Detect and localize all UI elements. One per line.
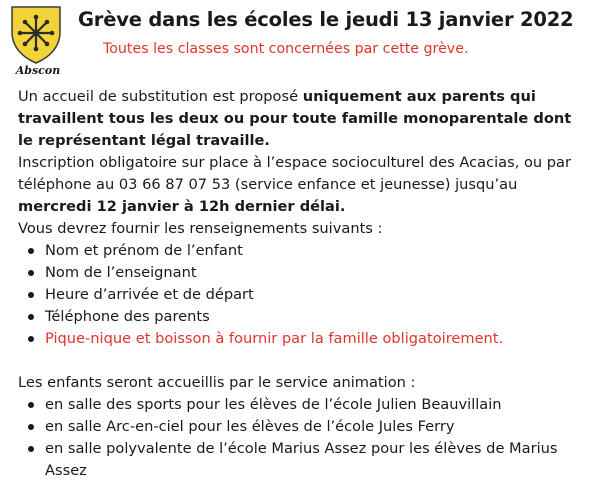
animation-intro: Les enfants seront accueillis par le service animation : [18, 374, 416, 391]
town-crest-logo [8, 4, 64, 80]
page-subtitle: Toutes les classes sont concernées par cette grève. [103, 41, 469, 57]
list-item: Nom de l’enseignant [18, 262, 588, 284]
list-item: Téléphone des parents [18, 306, 588, 328]
spacer [18, 350, 588, 372]
list-item: Heure d’arrivée et de départ [18, 284, 588, 306]
notice-body [18, 86, 588, 482]
list-item: en salle polyvalente de l’école Marius Assez pour les élèves de Marius Assez [18, 438, 588, 482]
page-title: Grève dans les écoles le jeudi 13 janvier 2022 [78, 8, 574, 31]
crest-label: Abscon [15, 64, 61, 77]
deadline-text: mercredi 12 janvier à 12h dernier délai. [18, 198, 346, 215]
list-item-picnic-warning: Pique-nique et boisson à fournir par la famille obligatoirement. [18, 328, 588, 350]
intro-text: Un accueil de substitution est proposé [18, 88, 303, 105]
list-item: en salle des sports pour les élèves de l’école Julien Beauvillain [18, 394, 588, 416]
header [0, 0, 596, 82]
crest-shield-icon [8, 4, 64, 66]
list-item: en salle Arc-en-ciel pour les élèves de l’école Jules Ferry [18, 416, 588, 438]
info-intro: Vous devrez fournir les renseignements suivants : [18, 220, 383, 237]
animation-list [18, 394, 588, 482]
inscription-text: Inscription obligatoire sur place à l’espace socioculturel des Acacias, ou par téléphone au 03 66 87 07 53 (service enfance et jeunesse) jusqu’au [18, 154, 571, 193]
intro-paragraph [18, 86, 588, 152]
info-list [18, 240, 588, 350]
list-item: Nom et prénom de l’enfant [18, 240, 588, 262]
inscription-paragraph [18, 152, 588, 218]
intro-bold-text: uniquement aux parents qui travaillent tous les deux ou pour toute famille monoparentale dont le représentant légal travaille. [18, 88, 572, 149]
